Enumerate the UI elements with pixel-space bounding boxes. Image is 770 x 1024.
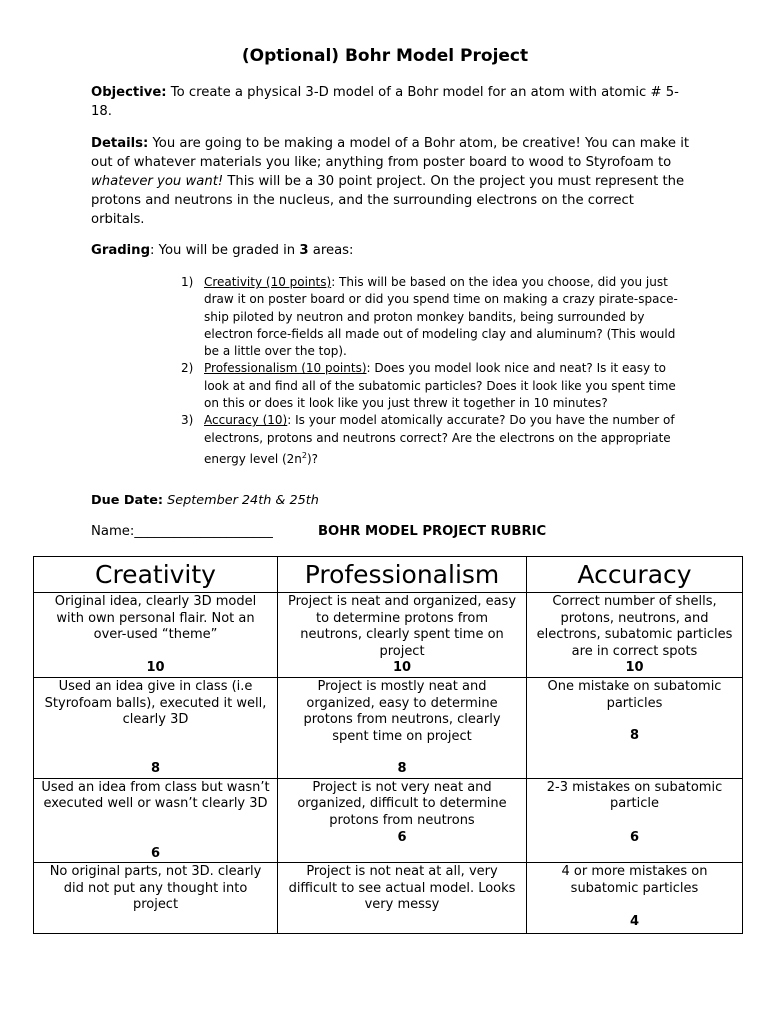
criterion-number: 2) xyxy=(181,361,194,376)
rubric-cell-points: 10 xyxy=(146,660,165,675)
due-date-label: Due Date: xyxy=(91,493,164,508)
due-date xyxy=(91,493,319,508)
criterion-text: : Does you model look nice and neat? Is it easy to look at and find all of the subatomic particles? Does it look like you spent time on this or does it look like you just threw it together in 10 minutes? xyxy=(204,361,676,411)
details-label: Details: xyxy=(91,136,149,151)
details-text-before: You are going to be making a model of a Bohr atom, be creative! You can make it out of whatever materials you like; anything from poster board to wood to Styrofoam to xyxy=(91,136,690,170)
rubric-header-professionalism: Professionalism xyxy=(278,557,527,593)
rubric-cell xyxy=(34,678,278,779)
rubric-cell-text: 4 or more mistakes on subatomic particles xyxy=(561,864,708,896)
criterion-number: 1) xyxy=(181,275,194,289)
rubric-cell-text: Used an idea give in class (i.e Styrofoam balls), executed it well, clearly 3D xyxy=(44,679,267,727)
name-field[interactable]: Name:_____________________ xyxy=(91,524,273,539)
rubric-cell xyxy=(34,778,278,863)
criterion-text-end: )? xyxy=(307,451,319,466)
rubric-cell xyxy=(278,863,527,934)
rubric-cell-text: Correct number of shells, protons, neutrons, and electrons, subatomic particles are in correct spots xyxy=(536,594,733,659)
details-text-after: This will be a 30 point project. On the project you must represent the protons and neutrons in the nucleus, and the surrounding electrons on the correct orbitals. xyxy=(91,174,685,227)
rubric-cell-text: 2-3 mistakes on subatomic particle xyxy=(546,779,723,811)
rubric-cell xyxy=(527,593,743,678)
criterion-superscript: 2 xyxy=(301,450,307,460)
criterion-professionalism xyxy=(181,360,681,412)
rubric-cell xyxy=(34,593,278,678)
rubric-cell xyxy=(527,863,743,934)
grading-paragraph xyxy=(91,241,691,260)
due-date-value: September 24th & 25th xyxy=(163,493,319,508)
details-italic: whatever you want! xyxy=(91,174,224,189)
rubric-cell-text: Project is not very neat and organized, difficult to determine protons from neutrons xyxy=(297,779,507,828)
rubric-row-10 xyxy=(34,593,743,678)
criterion-creativity xyxy=(181,274,681,360)
rubric-cell-points: 10 xyxy=(392,660,412,675)
rubric-cell-points: 8 xyxy=(150,761,161,776)
rubric-row-4 xyxy=(34,863,743,934)
page-title: (Optional) Bohr Model Project xyxy=(241,46,529,66)
rubric-cell-points: 6 xyxy=(629,829,640,845)
rubric-cell-points: 8 xyxy=(397,761,407,776)
criterion-accuracy xyxy=(181,412,681,468)
rubric-cell xyxy=(34,863,278,934)
rubric-cell-points: 6 xyxy=(397,829,407,845)
criterion-name: Creativity (10 points) xyxy=(204,275,332,289)
rubric-table xyxy=(33,556,743,934)
rubric-row-6 xyxy=(34,778,743,863)
objective-paragraph xyxy=(91,83,691,121)
rubric-cell-text: One mistake on subatomic particles xyxy=(547,679,722,711)
criterion-text: : This will be based on the idea you choose, did you just draw it on poster board or did you spend time on making a crazy pirate-space-ship piloted by neutron and proton monkey bandits, being surrounded by electron force-fields all made out of modeling clay and aluminum? (This would be a little over the top). xyxy=(204,275,678,359)
criterion-name: Professionalism (10 points) xyxy=(204,361,367,376)
rubric-cell-text: Used an idea from class but wasn’t executed well or wasn’t clearly 3D xyxy=(41,779,270,811)
criterion-text: : Is your model atomically accurate? Do you have the number of electrons, protons and neutrons correct? Are the electrons on the appropriate energy level (2n xyxy=(204,413,675,466)
rubric-cell-points: 4 xyxy=(629,914,640,929)
rubric-cell-text: Project is not neat at all, very difficult to see actual model. Looks very messy xyxy=(288,864,516,912)
grading-count: 3 xyxy=(299,243,309,258)
criterion-number: 3) xyxy=(181,413,194,428)
rubric-cell-text: Original idea, clearly 3D model with own personal flair. Not an over-used “theme” xyxy=(54,594,257,642)
criterion-name: Accuracy (10) xyxy=(204,413,288,428)
rubric-cell-text: Project is neat and organized, easy to determine protons from neutrons, clearly spent time on project xyxy=(287,594,517,659)
rubric-cell-points: 8 xyxy=(629,728,640,743)
rubric-cell-text: No original parts, not 3D. clearly did not put any thought into project xyxy=(49,864,262,912)
rubric-header-row xyxy=(34,557,743,593)
grading-text-after: areas: xyxy=(308,243,354,258)
rubric-cell-points: 6 xyxy=(150,845,161,861)
rubric-title: BOHR MODEL PROJECT RUBRIC xyxy=(318,524,547,539)
objective-text: To create a physical 3-D model of a Bohr model for an atom with atomic # 5-18. xyxy=(91,85,679,119)
rubric-cell-text: Project is mostly neat and organized, easy to determine protons from neutrons, clearly spent time on project xyxy=(303,679,501,744)
grading-criteria-list xyxy=(181,274,681,468)
rubric-header-creativity: Creativity xyxy=(34,557,278,593)
grading-text-before: : You will be graded in xyxy=(150,243,300,258)
details-paragraph xyxy=(91,134,691,229)
rubric-cell xyxy=(278,778,527,863)
grading-label: Grading xyxy=(91,243,151,258)
rubric-cell xyxy=(278,678,527,779)
objective-label: Objective: xyxy=(91,85,167,100)
rubric-header-accuracy: Accuracy xyxy=(527,557,743,593)
rubric-cell xyxy=(527,678,743,779)
rubric-cell xyxy=(278,593,527,678)
rubric-cell xyxy=(527,778,743,863)
rubric-row-8 xyxy=(34,678,743,779)
rubric-cell-points: 10 xyxy=(625,660,644,675)
